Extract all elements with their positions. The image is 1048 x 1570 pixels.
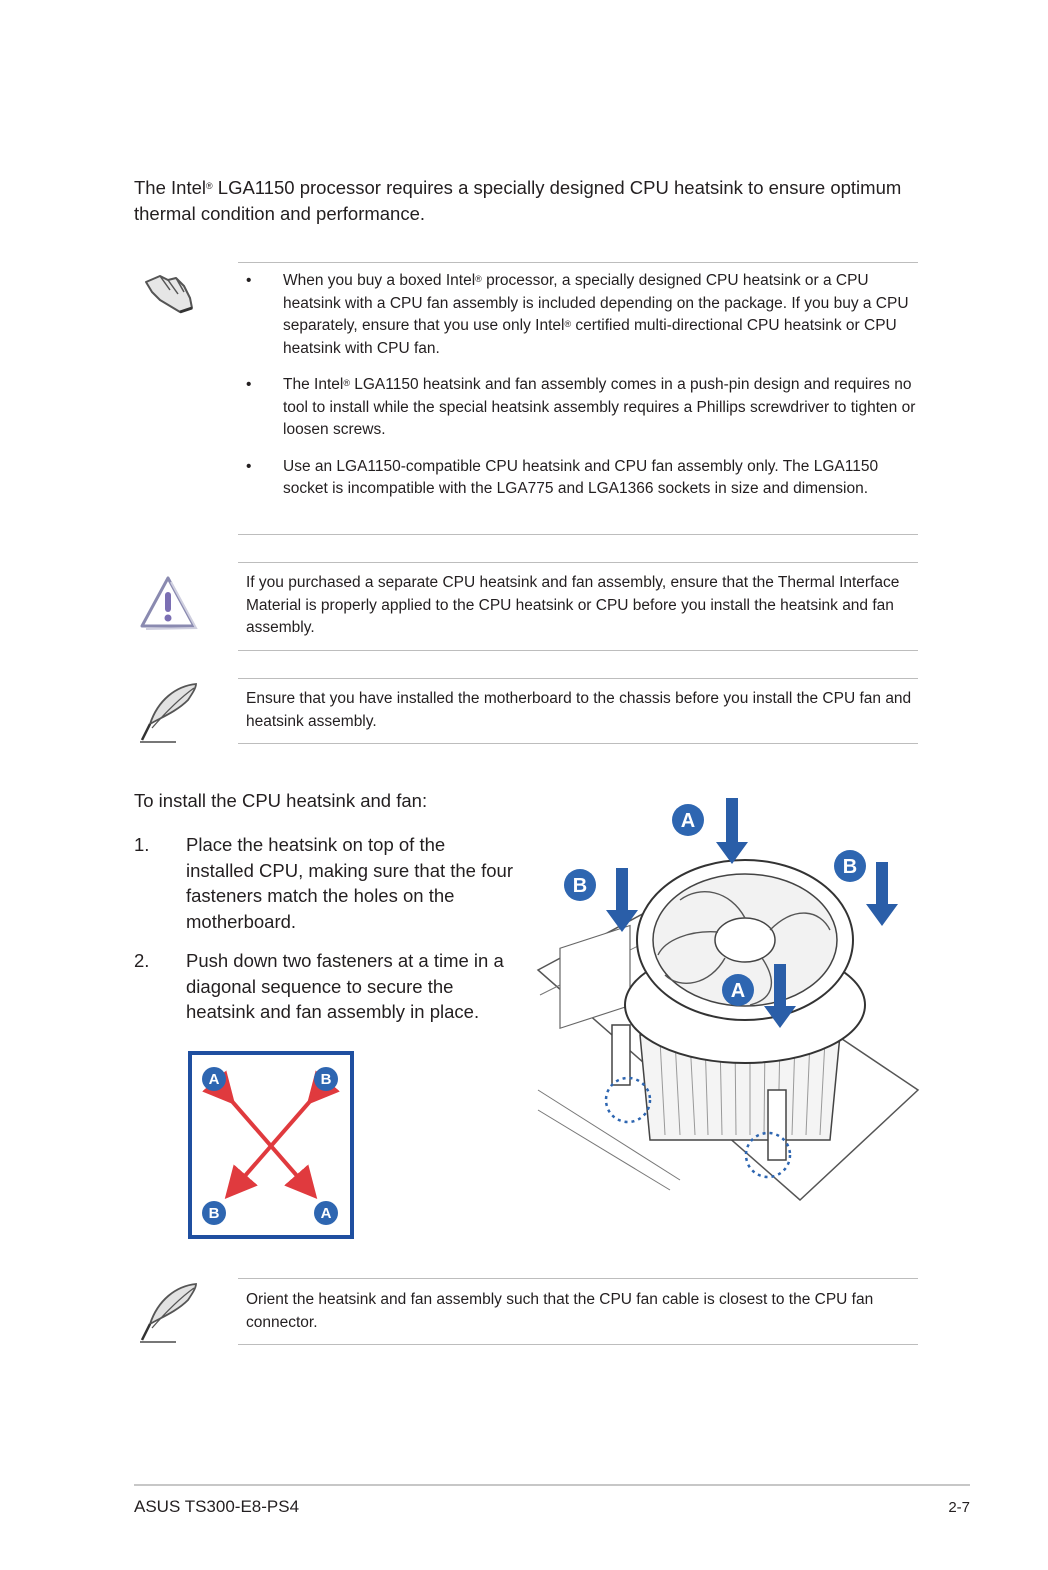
footer-divider: [134, 1484, 970, 1486]
divider: [238, 562, 918, 563]
heatsink-illustration: [530, 790, 920, 1215]
important-bullet-list: [246, 270, 918, 515]
steps-title: To install the CPU heatsink and fan:: [134, 790, 428, 811]
list-item: • Use an LGA1150-compatible CPU heatsink and CPU fan assembly only. The LGA1150 socket is incompatible with the LGA775 and LGA1366 sockets in size and dimension.: [246, 457, 879, 497]
divider: [238, 678, 918, 679]
label-br: A: [320, 1205, 332, 1222]
divider: [238, 650, 918, 651]
quill-pen-icon: [136, 1280, 202, 1351]
diagonal-sequence-diagram: [188, 1051, 354, 1244]
divider: [238, 534, 918, 535]
label-bl: B: [208, 1205, 220, 1222]
divider: [238, 1278, 918, 1279]
divider: [238, 262, 918, 263]
caution-triangle-icon: [138, 574, 198, 637]
quill-pen-icon: [136, 680, 202, 751]
label-b-left: B: [572, 875, 588, 897]
list-item: • When you buy a boxed Intel® processor, a specially designed CPU heatsink or a CPU heatsink with a CPU fan assembly is included depending on the package. If you buy a CPU separately, ensure that you use only Intel® certified multi-directional CPU heatsink or CPU heatsink with CPU fan.: [246, 272, 909, 357]
label-tl: A: [208, 1071, 220, 1088]
divider: [238, 1344, 918, 1345]
label-tr: B: [320, 1071, 332, 1088]
orient-note-text: Orient the heatsink and fan assembly such that the CPU fan cable is closest to the CPU fan connector.: [246, 1291, 874, 1331]
chassis-note-text: Ensure that you have installed the motherboard to the chassis before you install the CPU fan and heatsink assembly.: [246, 690, 912, 730]
intro-paragraph: The Intel® LGA1150 processor requires a specially designed CPU heatsink to ensure optimum thermal condition and performance.: [134, 177, 902, 224]
label-a-bottom: A: [730, 980, 746, 1002]
caution-text: If you purchased a separate CPU heatsink and fan assembly, ensure that the Thermal Interface Material is properly applied to the CPU heatsink or CPU before you install the heatsink and fan assembly.: [246, 574, 900, 636]
footer-product-name: ASUS TS300-E8-PS4: [134, 1497, 300, 1516]
label-b-right: B: [842, 856, 858, 878]
list-item: 2. Push down two fasteners at a time in a diagonal sequence to secure the heatsink and fan assembly in place.: [134, 950, 504, 1022]
list-item: • The Intel® LGA1150 heatsink and fan assembly comes in a push-pin design and requires no tool to install while the special heatsink assembly requires a Phillips screwdriver to tighten or loosen screws.: [246, 376, 916, 438]
steps-list: [134, 832, 514, 1039]
divider: [238, 743, 918, 744]
page-number: 2-7: [948, 1499, 970, 1516]
list-item: 1. Place the heatsink on top of the installed CPU, making sure that the four fasteners match the holes on the motherboard.: [134, 834, 513, 932]
label-a-top: A: [680, 810, 696, 832]
pointing-hand-icon: [140, 268, 200, 321]
